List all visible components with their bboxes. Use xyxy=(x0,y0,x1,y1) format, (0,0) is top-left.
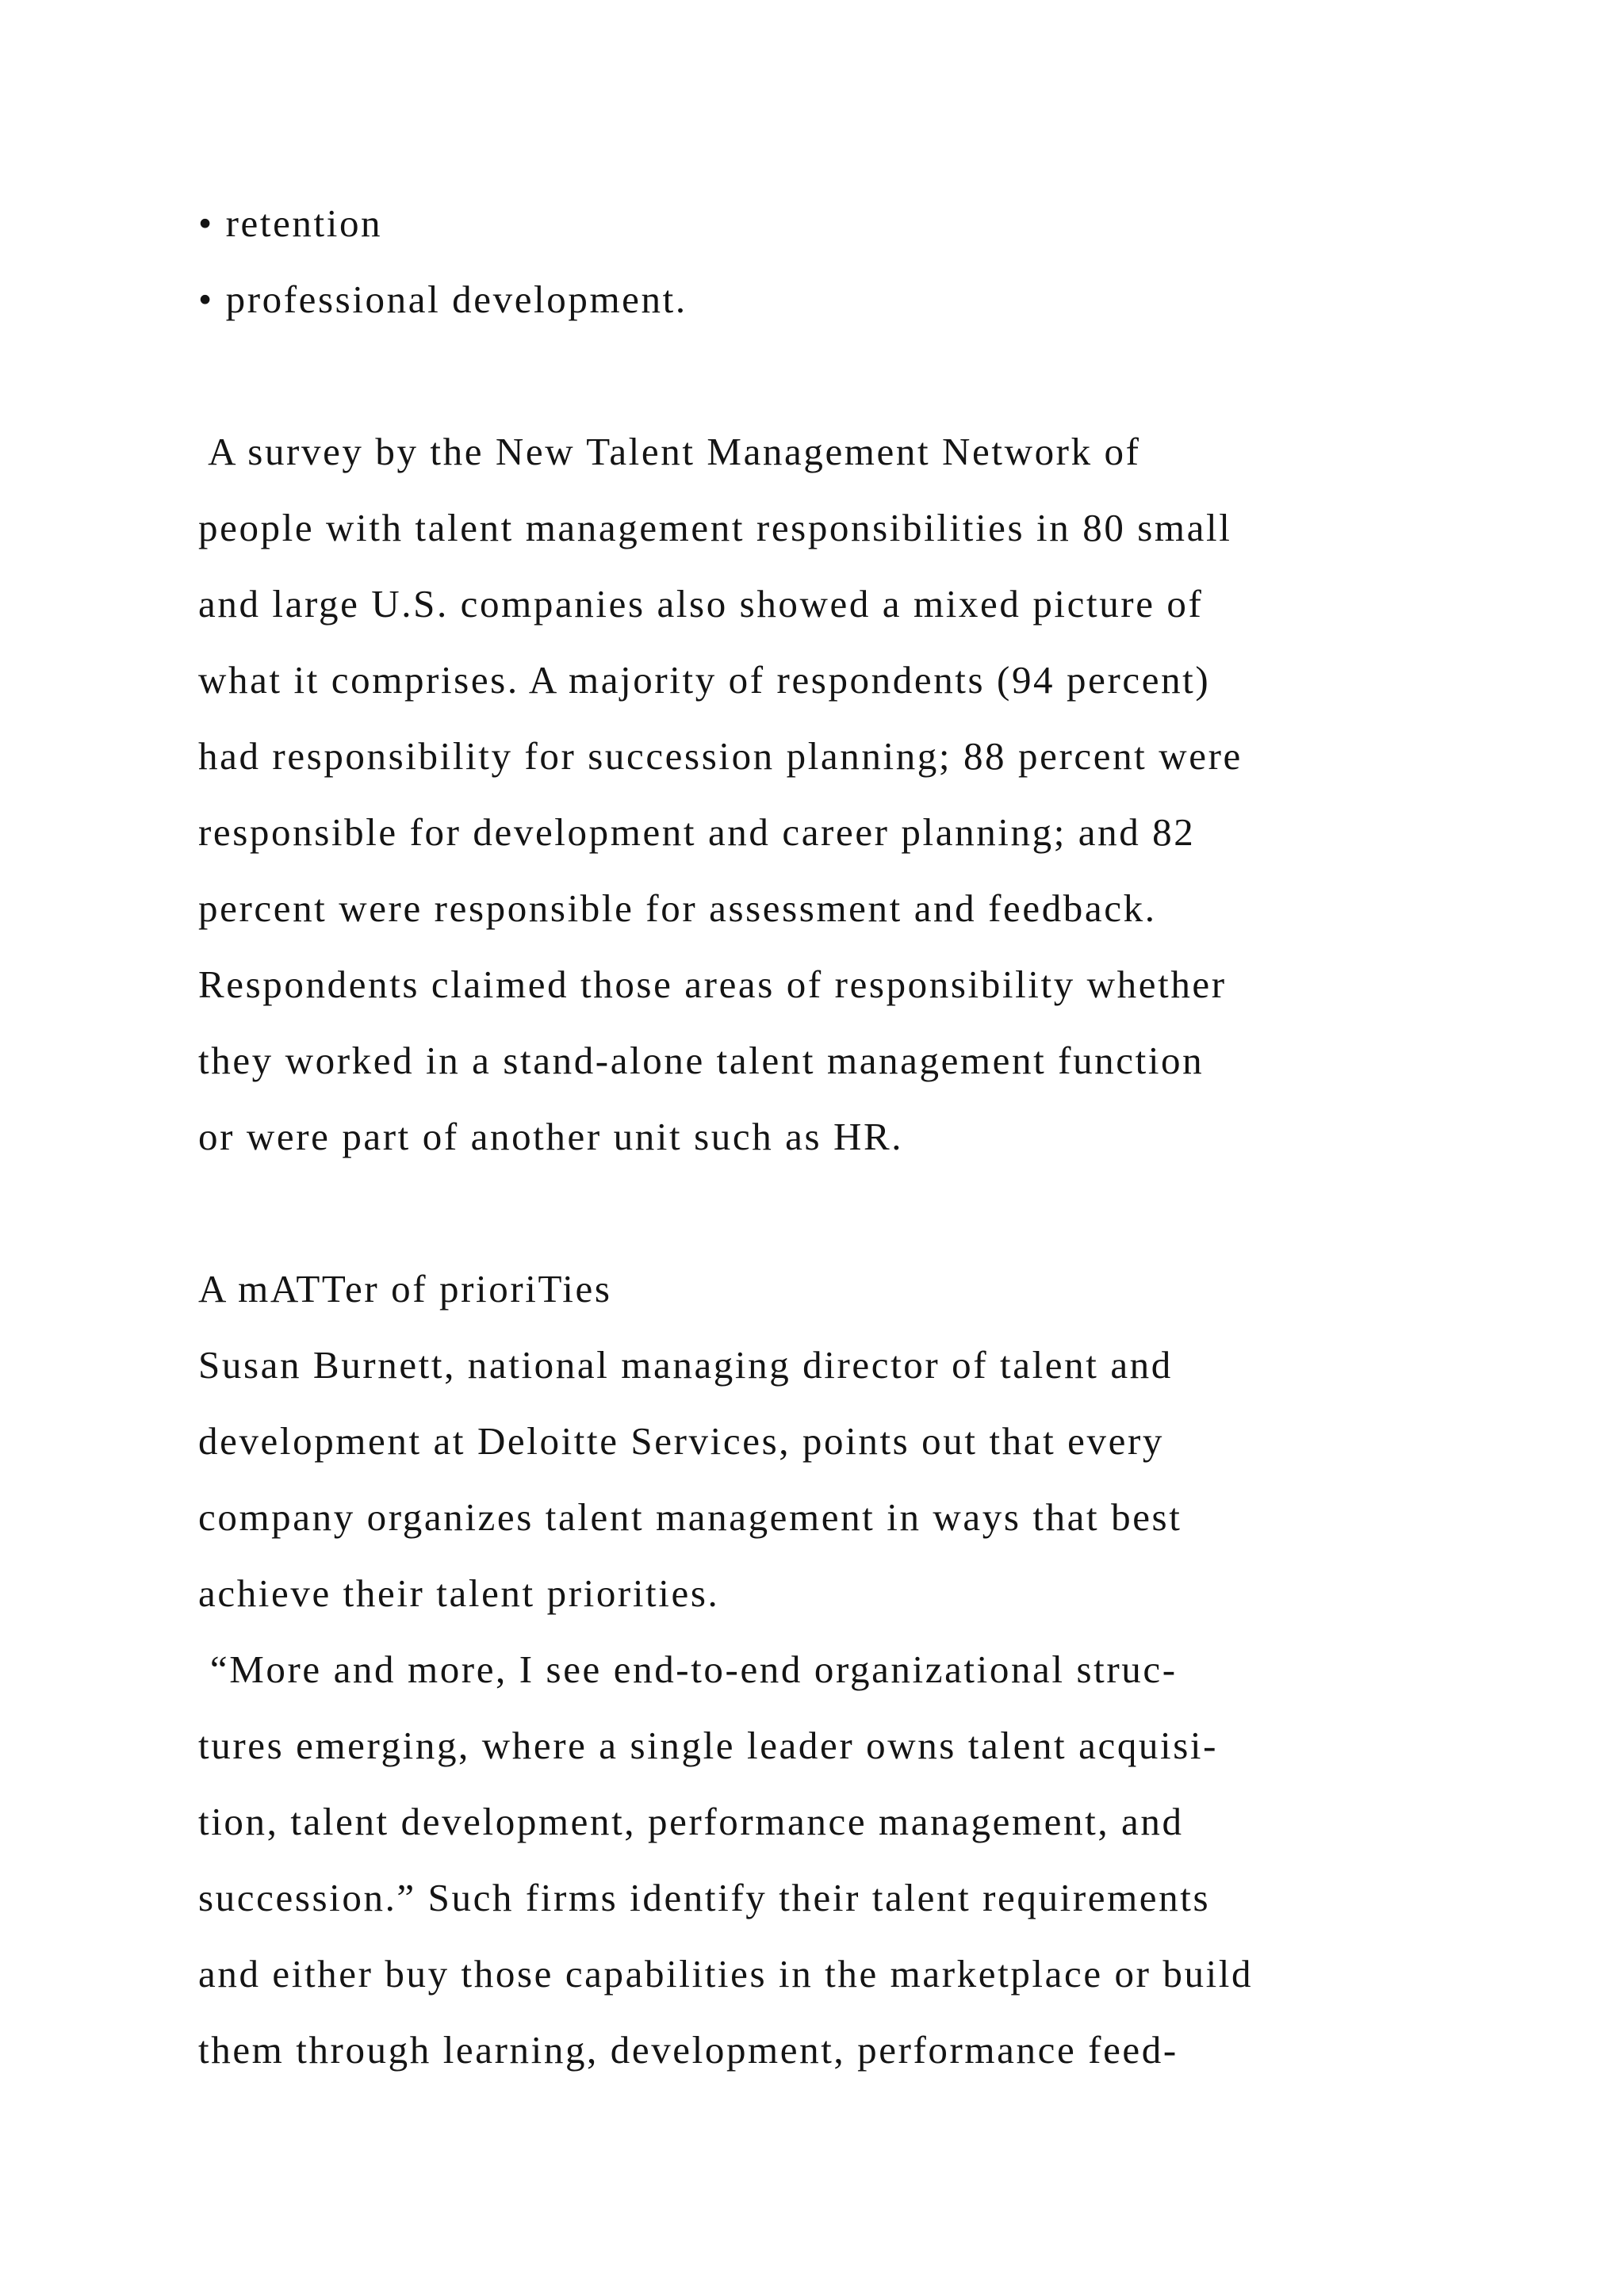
paragraph-line: what it comprises. A majority of respondents (94 percent) xyxy=(198,658,1211,702)
paragraph-line: Respondents claimed those areas of responsibility whether xyxy=(198,962,1227,1006)
paragraph-line: responsible for development and career planning; and 82 xyxy=(198,810,1196,854)
paragraph-line: had responsibility for succession planning; 88 percent were xyxy=(198,734,1243,778)
paragraph-line: achieve their talent priorities. xyxy=(198,1571,720,1615)
paragraph-line: people with talent management responsibilities in 80 small xyxy=(198,506,1232,549)
bullet-professional-development: • professional development. xyxy=(198,277,688,321)
paragraph-line: “More and more, I see end-to-end organizational struc- xyxy=(198,1647,1178,1691)
paragraph-line: company organizes talent management in ways that best xyxy=(198,1495,1182,1539)
paragraph-line: tures emerging, where a single leader owns talent acquisi- xyxy=(198,1724,1219,1767)
paragraph-line: Susan Burnett, national managing director of talent and xyxy=(198,1343,1173,1387)
bullet-retention: • retention xyxy=(198,201,383,245)
paragraph-line: and either buy those capabilities in the marketplace or build xyxy=(198,1952,1254,1996)
section-heading: A mATTer of prioriTies xyxy=(198,1267,612,1311)
paragraph-line: percent were responsible for assessment and feedback. xyxy=(198,886,1157,930)
paragraph-line: A survey by the New Talent Management Network of xyxy=(198,430,1141,473)
paragraph-line: tion, talent development, performance management, and xyxy=(198,1800,1184,1843)
paragraph-gap xyxy=(198,1181,1435,1257)
paragraph-line: succession.” Such firms identify their talent requirements xyxy=(198,1876,1211,1919)
paragraph-line: development at Deloitte Services, points out that every xyxy=(198,1419,1164,1463)
paragraph-line: them through learning, development, performance feed- xyxy=(198,2028,1178,2072)
document-body xyxy=(198,192,1435,2095)
paragraph-line: and large U.S. companies also showed a mixed picture of xyxy=(198,582,1204,626)
paragraph-gap xyxy=(198,344,1435,420)
paragraph-line: they worked in a stand-alone talent management function xyxy=(198,1039,1205,1082)
paragraph-line: or were part of another unit such as HR. xyxy=(198,1115,904,1158)
